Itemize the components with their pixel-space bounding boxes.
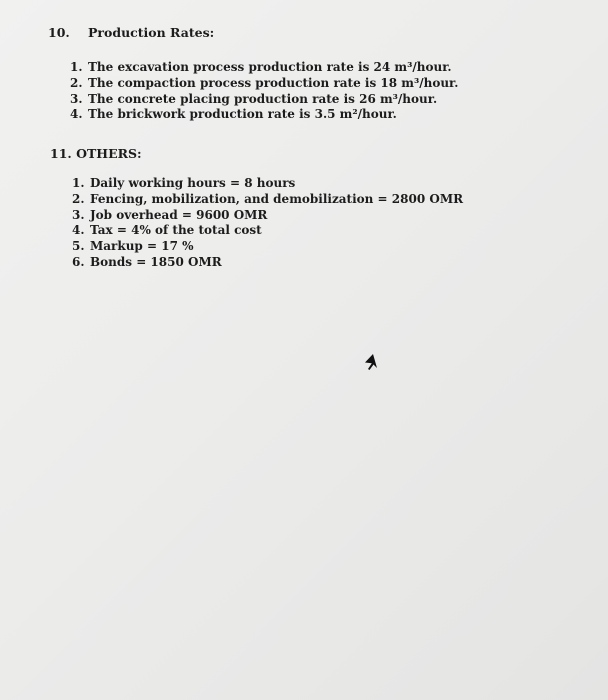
list-item-text: The compaction process production rate is 18 m³/hour.: [88, 75, 459, 90]
list-item: [70, 76, 458, 92]
list-item: [70, 60, 458, 76]
section-number: 10.: [48, 25, 70, 40]
list-item-number: 4.: [72, 223, 85, 238]
list-item-text: The excavation process production rate is 24 m³/hour.: [88, 60, 452, 74]
list-item-number: 4.: [70, 107, 83, 122]
list-item: [72, 223, 463, 239]
list-item-text: The brickwork production rate is 3.5 m²/hour.: [88, 107, 397, 122]
list-item-number: 2.: [70, 75, 83, 90]
list-item-text: Markup = 17 %: [90, 239, 194, 254]
list-item-number: 1.: [70, 60, 83, 74]
list-item-number: 3.: [70, 91, 83, 106]
section-title: Production Rates:: [88, 25, 215, 40]
others-list: [72, 176, 463, 271]
list-item: [72, 192, 463, 208]
list-item-number: 2.: [72, 191, 85, 206]
production-rates-list: [70, 60, 458, 123]
list-item-text: Bonds = 1850 OMR: [90, 254, 222, 269]
mouse-pointer-icon: [364, 353, 378, 371]
section-heading-production-rates: [48, 25, 214, 40]
list-item-text: Fencing, mobilization, and demobilization = 2800 OMR: [90, 191, 464, 206]
list-item-number: 3.: [72, 207, 85, 222]
list-item-number: 1.: [72, 176, 85, 190]
list-item-text: Tax = 4% of the total cost: [90, 223, 262, 238]
list-item: [70, 92, 458, 108]
list-item-text: The concrete placing production rate is 26 m³/hour.: [88, 91, 438, 106]
list-item: [72, 255, 463, 271]
section-heading-others: 11. OTHERS:: [50, 146, 142, 161]
list-item-number: 6.: [72, 254, 85, 269]
list-item-text: Job overhead = 9600 OMR: [90, 207, 268, 222]
list-item-text: Daily working hours = 8 hours: [90, 176, 296, 190]
list-item-number: 5.: [72, 239, 85, 254]
list-item: [70, 107, 458, 123]
list-item: [72, 239, 463, 255]
list-item: [72, 208, 463, 224]
list-item: [72, 176, 463, 192]
